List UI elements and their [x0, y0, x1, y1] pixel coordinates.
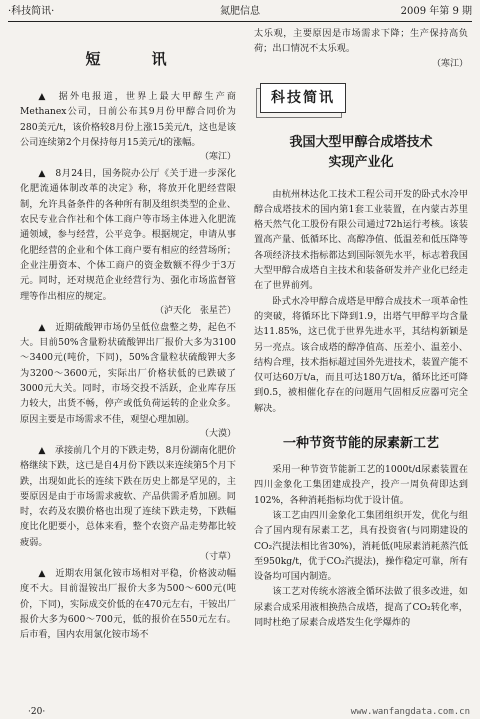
running-header	[8, 4, 472, 20]
article2-title: 一种节资节能的尿素新工艺	[282, 436, 439, 452]
article1-para1: 由杭州林达化工技术工程公司开发的卧式水冷甲醇合成塔技术的国内第1套工业装置，在内蒙古苏里格天然气化工股份有限公司通过72h运行考核。该装置高产量、低循环比、高醇净值、低温差和低压降等各项经济技术指标都达到国际领先水平，标志着我国大型甲醇合成塔自主技术和装备研发并产业化已经走在了世界前列。	[254, 188, 468, 292]
article2-para2: 该工艺由四川金象化工集团组织开发，优化与组合了国内现有尿素工艺，具有投资省(与同期建设的CO₂汽提法相比省30%)，消耗低(吨尿素消耗蒸汽低至950kg/t，优于CO₂汽提法)，操作稳定可靠，所有设备均可国内制造。	[254, 509, 468, 583]
page-number: ·20·	[28, 707, 46, 717]
article1-title-line2: 实现产业化	[328, 154, 394, 170]
news-source-1: （寒江）	[199, 152, 236, 163]
article1-title-line1: 我国大型甲醇合成塔技术	[289, 134, 433, 150]
news-item-3: ▲ 近期硫酸钾市场仍呈低位盘整之势，起色不大。目前50%含量粉状硫酸钾出厂报价大多为3100～3400元(吨价，下同)，50%含量粒状硫酸钾大多为3200～3600元，实际出厂价格状低的已跌破了3000元大关。同时，市场交投不活跃，企业库存压力较大，出货不畅，停产或低负荷运转的企业众多。原因主要是市场需求不佳，观望心理加剧。	[20, 321, 236, 425]
right-column	[254, 26, 468, 705]
continued-source: （寒江）	[431, 58, 468, 69]
article1-title	[254, 133, 468, 173]
news-source-2: （泸天化 张星芒）	[154, 305, 236, 316]
news-item-4: ▲ 承接前几个月的下跌走势，8月份湖南化肥价格继续下跌，这已是自4月份下跌以来连续第5个月下跌，出现如此长的连续下跌在历史上都是罕见的，主要原因是由于市场需求疲软、产品供需矛盾加剧。同时，农药及农膜价格也出现了连续下跌走势，下跌幅度比化肥要小，总体来看，整个农资产品走势都比较疲弱。	[20, 444, 236, 548]
journal-name: 氮肥信息	[220, 6, 260, 17]
news-item-2: ▲ 8月24日，国务院办公厅《关于进一步深化化肥流通体制改革的决定》称，将放开化肥经营限制，允许具备条件的各种所有制及组织类型的企业、农民专业合作社和个体工商户等市场主体进入化肥流通领域，参与经营，公平竞争。根据规定，申请从事化肥经营的企业和个体工商户要有相应的经营场所；企业注册资本、个体工商户的资金数额不得少于3万元。同时，还对规范企业经营行为、强化市场监督管理等作出相应的规定。	[20, 168, 236, 302]
section-label: ·科技简讯·	[8, 6, 55, 17]
section-banner-label: 科技简讯	[271, 89, 335, 106]
section-banner	[260, 83, 346, 113]
news-item-5: ▲ 近期农用氯化铵市场相对平稳，价格波动幅度不大。目前湿铵出厂报价大多为500～600元(吨价，下同)，实际成交价低的在470元左右，干铵出厂报价大多为600～700元，低的报价在550元左右。后市看，国内农用氯化铵市场不	[20, 568, 236, 641]
article2-para3: 该工艺对传统水溶液全循环法做了很多改进，如尿素合成采用液相换热合成塔，提高了CO₂转化率，同时杜绝了尿素合成塔发生化学爆炸的	[254, 586, 468, 629]
news-item-1: ▲ 据外电报道，世界上最大甲醇生产商Methanex公司，日前公布其9月份甲醇合同价为280美元/t，该价格较8月份上涨15美元/t，这也是该公司连续第2个月保持每月15美元/t的涨幅。	[20, 91, 236, 148]
short-news-title: 短 讯	[85, 50, 185, 68]
issue-label: 2009 年第 9 期	[400, 6, 472, 17]
news-source-3: （大漠）	[199, 428, 236, 439]
news-source-4: （寸草）	[199, 552, 236, 563]
article1-para2: 卧式水冷甲醇合成塔是甲醇合成技术一项革命性的突破，将循环比下降到1.9，出塔气甲醇平均含量达11.85%，这已优于世界先进水平，其结构新颖是另一亮点。该合成塔的醇净值高、压差小、温差小、结构合理，技术指标超过国外先进技术，装置产能不仅可达60万t/a，而且可达180万t/a，循环比还可降到0.5，被相催化存在的问题用气固相反应器可完全解决。	[254, 295, 468, 414]
article2-para1: 采用一种节资节能新工艺的1000t/d尿素装置在四川金象化工集团建成投产，投产一周负荷即达到102%，各种消耗指标均优于设计值。	[254, 464, 468, 506]
header-rule	[8, 21, 472, 22]
continued-text: 太乐观，主要原因是市场需求下降；生产保持高负荷；出口情况不太乐观。	[254, 28, 468, 55]
watermark: www.wanfangdata.com.cn	[350, 707, 470, 717]
left-column	[20, 26, 236, 705]
